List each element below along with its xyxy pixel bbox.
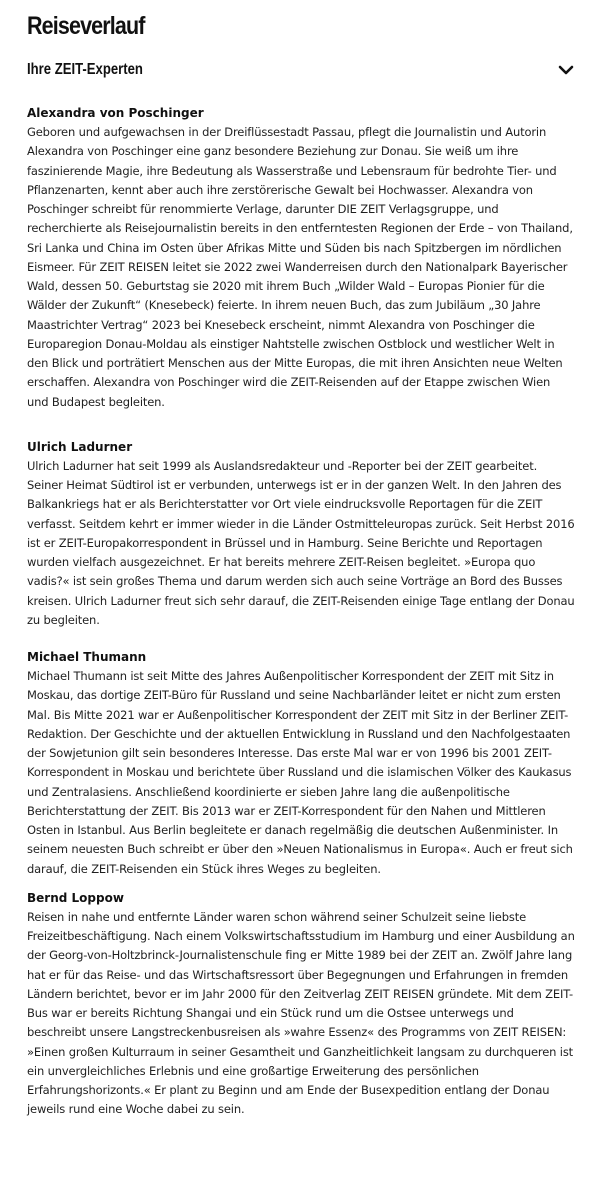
expert-name: Bernd Loppow	[27, 890, 124, 905]
accordion-title: Ihre ZEIT-Experten	[27, 61, 143, 78]
experts-list	[27, 104, 575, 1120]
expert-bio: Reisen in nahe und entfernte Länder waren schon während seiner Schulzeit seine liebste Freizeitbeschäftigung. Nach einem Volkswirtschaftsstudium im Hamburg und einer Ausbildung an der Georg-von-Holtzbrinck-Journalistenschule fing er Mitte 1989 bei der ZEIT an. Zwölf Jahre lang hat er für das Reise- und das Wirtschaftsressort über Begegnungen und Erfahrungen in fremden Ländern berichtet, bevor er im Jahr 2000 für den Zeitverlag ZEIT REISEN gründete. Mit dem ZEIT-Bus war er bereits Richtung Shangai und ein Stück rund um die Ostsee unterwegs und beschreibt unsere Langstreckenbusreisen als »wahre Essenz« des Programms von ZEIT REISEN: »Einen großen Kulturraum in seiner Gesamtheit und Ganzheitlichkeit langsam zu durchqueren ist ein unvergleichliches Erlebnis und eine großartige Erweiterung des persönlichen Erfahrungshorizonts.« Er plant zu Beginn und am Ende der Busexpedition entlang der Donau jeweils rund eine Woche dabei zu sein.	[27, 909, 575, 1117]
expert-name: Ulrich Ladurner	[27, 439, 133, 454]
expert-section	[27, 889, 575, 1120]
expert-name: Alexandra von Poschinger	[27, 106, 204, 120]
expert-section	[27, 648, 575, 879]
chevron-down-icon[interactable]	[557, 61, 575, 79]
experts-accordion-toggle[interactable]	[27, 58, 575, 82]
expert-name: Michael Thumann	[27, 650, 147, 664]
expert-bio: Geboren und aufgewachsen in der Dreiflüssestadt Passau, pflegt die Journalistin und Autorin Alexandra von Poschinger eine ganz besondere Beziehung zur Donau. Sie weiß um ihre faszinierende Magie, ihre Bedeutung als Wasserstraße und Lebensraum für bedrohte Tier- und Pflanzenarten, kennt aber auch ihre zerstörerische Gewalt bei Hochwasser. Alexandra von Poschinger schreibt für renommierte Verlage, darunter DIE ZEIT Verlagsgruppe, und recherchierte als Reisejournalistin bereits in den entferntesten Regionen der Erde – von Thailand, Sri Lanka und China im Osten über Afrikas Mitte und Süden bis nach Spitzbergen im nördlichen Eismeer. Für ZEIT REISEN leitet sie 2022 zwei Wanderreisen durch den Nationalpark Bayerischer Wald, dessen 50. Geburtstag sie 2020 mit ihrem Buch „Wilder Wald – Europas Pionier für die Wälder der Zukunft“ (Knesebeck) feierte. In ihrem neuen Buch, das zum Jubiläum „30 Jahre Maastrichter Vertrag“ 2023 bei Knesebeck erscheint, nimmt Alexandra von Poschinger die Europaregion Donau-Moldau als einstiger Nahtstelle zwischen Ostblock und westlicher Welt in den Blick und porträtiert Menschen aus der Mitte Europas, die mit ihren Ansichten neue Welten erschaffen. Alexandra von Poschinger wird die ZEIT-Reisenden auf der Etappe zwischen Wien und Budapest begleiten.	[27, 125, 573, 409]
page-title: Reiseverlauf	[27, 12, 145, 40]
expert-bio: Michael Thumann ist seit Mitte des Jahres Außenpolitischer Korrespondent der ZEIT mit Sitz in Moskau, das dortige ZEIT-Büro für Russland und seine Nachbarländer leitet er nicht zum ersten Mal. Bis Mitte 2021 war er Außenpolitischer Korrespondent der ZEIT mit Sitz in der Berliner ZEIT-Redaktion. Der Geschichte und der aktuellen Entwicklung in Russland und den Nachfolgestaaten der Sowjetunion gilt sein besonderes Interesse. Das erste Mal war er von 1996 bis 2001 ZEIT-Korrespondent in Moskau und berichtete über Russland und die islamischen Völker des Kaukasus und Zentralasiens. Anschließend koordinierte er sieben Jahre lang die außenpolitische Berichterstattung der ZEIT. Bis 2013 war er ZEIT-Korrespondent für den Nahen und Mittleren Osten in Istanbul. Aus Berlin begleitete er danach regelmäßig die deutschen Außenminister. In seinem neuesten Buch schreibt er über den »Neuen Nationalismus in Europa«. Auch er freut sich darauf, die ZEIT-Reisenden ein Stück ihres Weges zu begleiten.	[27, 669, 573, 876]
expert-section	[27, 104, 575, 412]
expert-bio: Ulrich Ladurner hat seit 1999 als Auslandsredakteur und -Reporter bei der ZEIT gearbeitet. Seiner Heimat Südtirol ist er verbunden, unterwegs ist er in der ganzen Welt. In den Jahren des Balkankriegs hat er als Berichterstatter vor Ort viele eindrucksvolle Reportagen für die ZEIT verfasst. Seitdem kehrt er immer wieder in die Länder Ostmitteleuropas zurück. Seit Herbst 2016 ist er ZEIT-Europakorrespondent in Brüssel und in Hamburg. Seine Berichte und Reportagen wurden vielfach ausgezeichnet. Er hat bereits mehrere ZEIT-Reisen begleitet. »Europa quo vadis?« ist sein großes Thema und darum werden sich auch seine Vorträge an Bord des Busses kreisen. Ulrich Ladurner freut sich sehr darauf, die ZEIT-Reisenden einige Tage entlang der Donau zu begleiten.	[27, 458, 575, 627]
expert-section	[27, 438, 575, 630]
